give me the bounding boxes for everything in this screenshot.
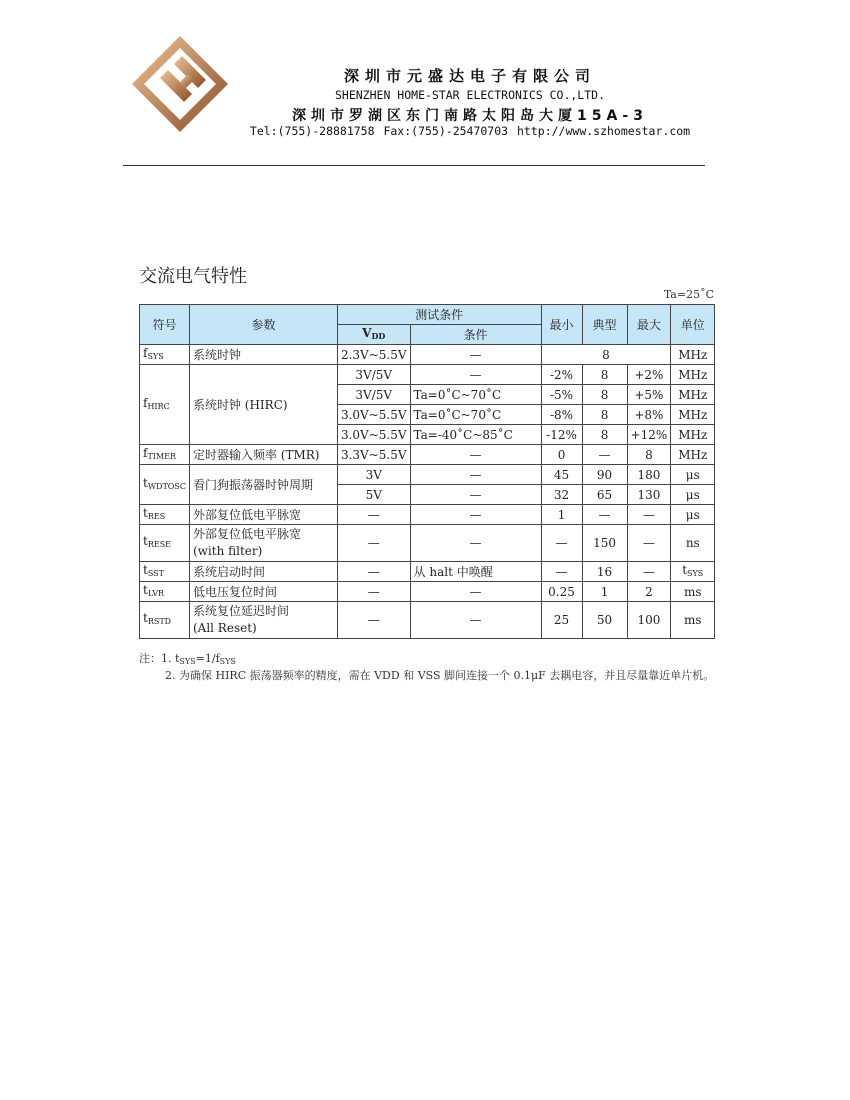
cond-cell: — — [410, 525, 541, 562]
cond-cell: — — [410, 345, 541, 365]
vdd-cell: 5V — [337, 485, 410, 505]
symbol-main: t — [143, 582, 148, 597]
vdd-main: V — [362, 326, 372, 340]
cond-cell: — — [410, 582, 541, 602]
symbol-cell — [140, 602, 190, 639]
company-name-cn: 深圳市元盛达电子有限公司 — [343, 67, 596, 85]
unit-cell: MHz — [671, 385, 715, 405]
param-line-2: (with filter) — [192, 544, 263, 558]
test-temperature: Ta=25˚C — [663, 288, 714, 301]
max-cell: 100 — [627, 602, 671, 639]
header-vdd — [337, 325, 410, 345]
table-row — [140, 525, 715, 562]
cond-cell: — — [410, 445, 541, 465]
min-cell: 45 — [541, 465, 582, 485]
cond-cell: 从 halt 中唤醒 — [410, 562, 541, 582]
max-cell: +8% — [627, 405, 671, 425]
unit-cell: MHz — [671, 425, 715, 445]
table-row — [140, 582, 715, 602]
max-cell: +5% — [627, 385, 671, 405]
cond-cell: Ta=-40˚C~85˚C — [410, 425, 541, 445]
min-cell: — — [541, 562, 582, 582]
vdd-cell: 2.3V~5.5V — [337, 345, 410, 365]
note-1-prefix: 注：1. t — [139, 652, 180, 665]
unit-cell: ms — [671, 582, 715, 602]
symbol-main: t — [143, 534, 148, 548]
unit-cell — [671, 562, 715, 582]
symbol-cell — [140, 445, 190, 465]
param-cell: 定时器输入频率 (TMR) — [189, 445, 337, 465]
company-contact: Tel:(755)-28881758 Fax:(755)-25470703 http://www.szhomestar.com — [249, 124, 691, 138]
param-line-1: 外部复位低电平脉宽 — [192, 527, 301, 541]
symbol-main: t — [143, 562, 148, 577]
note-2: 2. 为确保 HIRC 振荡器频率的精度，需在 VDD 和 VSS 脚间连接一个 0.1μF 去耦电容，并且尽量靠近单片机。 — [165, 669, 715, 682]
vdd-cell: 3V — [337, 465, 410, 485]
unit-cell: μs — [671, 465, 715, 485]
typ-cell: 8 — [582, 405, 627, 425]
min-cell: 25 — [541, 602, 582, 639]
symbol-cell — [140, 465, 190, 505]
min-cell: 1 — [541, 505, 582, 525]
cond-cell: Ta=0˚C~70˚C — [410, 405, 541, 425]
header-max: 最大 — [627, 305, 671, 345]
table-row — [140, 345, 715, 365]
min-cell: 32 — [541, 485, 582, 505]
param-cell: 系统启动时间 — [189, 562, 337, 582]
vdd-sub: DD — [371, 331, 386, 341]
param-cell — [189, 602, 337, 639]
header-test-conditions: 测试条件 — [337, 305, 541, 325]
header-parameter: 参数 — [189, 305, 337, 345]
typ-cell: 8 — [541, 345, 671, 365]
note-1-mid: =1/f — [195, 652, 220, 665]
symbol-main: t — [143, 475, 148, 490]
vdd-cell: — — [337, 602, 410, 639]
unit-cell: MHz — [671, 445, 715, 465]
company-logo — [128, 34, 230, 134]
cond-cell: Ta=0˚C~70˚C — [410, 385, 541, 405]
table-row — [140, 445, 715, 465]
vdd-cell: 3V/5V — [337, 385, 410, 405]
min-cell: 0.25 — [541, 582, 582, 602]
min-cell: -2% — [541, 365, 582, 385]
header-min: 最小 — [541, 305, 582, 345]
max-cell: 130 — [627, 485, 671, 505]
symbol-sub: SST — [147, 568, 164, 578]
max-cell: — — [627, 562, 671, 582]
header-unit: 单位 — [671, 305, 715, 345]
typ-cell: 8 — [582, 425, 627, 445]
table-row — [140, 562, 715, 582]
param-cell: 低电压复位时间 — [189, 582, 337, 602]
symbol-main: f — [143, 345, 148, 360]
param-cell — [189, 525, 337, 562]
symbol-cell — [140, 562, 190, 582]
symbol-cell — [140, 582, 190, 602]
param-cell: 系统时钟 — [189, 345, 337, 365]
header-symbol: 符号 — [140, 305, 190, 345]
typ-cell: 90 — [582, 465, 627, 485]
symbol-sub: RESE — [147, 540, 172, 549]
ac-characteristics-table — [139, 304, 715, 639]
unit-main: t — [682, 562, 688, 577]
symbol-main: f — [143, 395, 148, 410]
param-cell: 外部复位低电平脉宽 — [189, 505, 337, 525]
symbol-sub: TIMER — [147, 451, 177, 461]
symbol-sub: WDTOSC — [147, 481, 186, 491]
symbol-sub: RSTD — [147, 617, 172, 626]
typ-cell: 8 — [582, 365, 627, 385]
max-cell: 180 — [627, 465, 671, 485]
vdd-cell: — — [337, 562, 410, 582]
table-row — [140, 602, 715, 639]
cond-cell: — — [410, 505, 541, 525]
max-cell: +12% — [627, 425, 671, 445]
vdd-cell: — — [337, 582, 410, 602]
param-line-2: (All Reset) — [192, 621, 257, 635]
param-cell: 系统时钟 (HIRC) — [189, 365, 337, 445]
typ-cell: 8 — [582, 385, 627, 405]
vdd-cell: — — [337, 525, 410, 562]
typ-cell: 150 — [582, 525, 627, 562]
max-cell: — — [627, 505, 671, 525]
note-1-sub-1: SYS — [179, 657, 196, 666]
vdd-cell: 3V/5V — [337, 365, 410, 385]
cond-cell: — — [410, 602, 541, 639]
table-row — [140, 365, 715, 385]
symbol-cell — [140, 345, 190, 365]
min-cell: -8% — [541, 405, 582, 425]
min-cell: — — [541, 525, 582, 562]
min-cell: -5% — [541, 385, 582, 405]
typ-cell: 50 — [582, 602, 627, 639]
typ-cell: 65 — [582, 485, 627, 505]
symbol-sub: RES — [147, 511, 166, 521]
typ-cell: — — [582, 505, 627, 525]
unit-cell: MHz — [671, 405, 715, 425]
header-divider — [123, 165, 705, 166]
unit-cell: MHz — [671, 345, 715, 365]
vdd-cell: 3.0V~5.5V — [337, 425, 410, 445]
param-cell: 看门狗振荡器时钟周期 — [189, 465, 337, 505]
max-cell: +2% — [627, 365, 671, 385]
min-cell: -12% — [541, 425, 582, 445]
table-row — [140, 505, 715, 525]
cond-cell: — — [410, 465, 541, 485]
company-name-en: SHENZHEN HOME-STAR ELECTRONICS CO.,LTD. — [334, 88, 606, 102]
vdd-cell: — — [337, 505, 410, 525]
header-condition: 条件 — [410, 325, 541, 345]
vdd-cell: 3.0V~5.5V — [337, 405, 410, 425]
symbol-cell — [140, 525, 190, 562]
typ-cell: 16 — [582, 562, 627, 582]
symbol-sub: HIRC — [147, 401, 170, 411]
max-cell: 8 — [627, 445, 671, 465]
unit-cell: ms — [671, 602, 715, 639]
symbol-sub: LVR — [147, 588, 164, 598]
cond-cell: — — [410, 365, 541, 385]
typ-cell: 1 — [582, 582, 627, 602]
param-line-1: 系统复位延迟时间 — [192, 604, 289, 618]
min-cell: 0 — [541, 445, 582, 465]
unit-cell: μs — [671, 505, 715, 525]
unit-sub: SYS — [687, 568, 704, 578]
symbol-cell — [140, 505, 190, 525]
symbol-main: t — [143, 505, 148, 520]
cond-cell: — — [410, 485, 541, 505]
typ-cell: — — [582, 445, 627, 465]
section-title: 交流电气特性 — [139, 266, 247, 287]
symbol-cell — [140, 365, 190, 445]
symbol-main: t — [143, 611, 148, 625]
unit-cell: MHz — [671, 365, 715, 385]
unit-cell: ns — [671, 525, 715, 562]
symbol-main: f — [143, 445, 148, 460]
note-1 — [139, 650, 236, 666]
note-1-sub-2: SYS — [219, 657, 236, 666]
unit-cell: μs — [671, 485, 715, 505]
table-header-row — [140, 305, 715, 325]
company-address: 深圳市罗湖区东门南路太阳岛大厦15A-3 — [292, 108, 648, 124]
max-cell: 2 — [627, 582, 671, 602]
table-row — [140, 465, 715, 485]
vdd-cell: 3.3V~5.5V — [337, 445, 410, 465]
symbol-sub: SYS — [147, 351, 164, 361]
header-typ: 典型 — [582, 305, 627, 345]
max-cell: — — [627, 525, 671, 562]
